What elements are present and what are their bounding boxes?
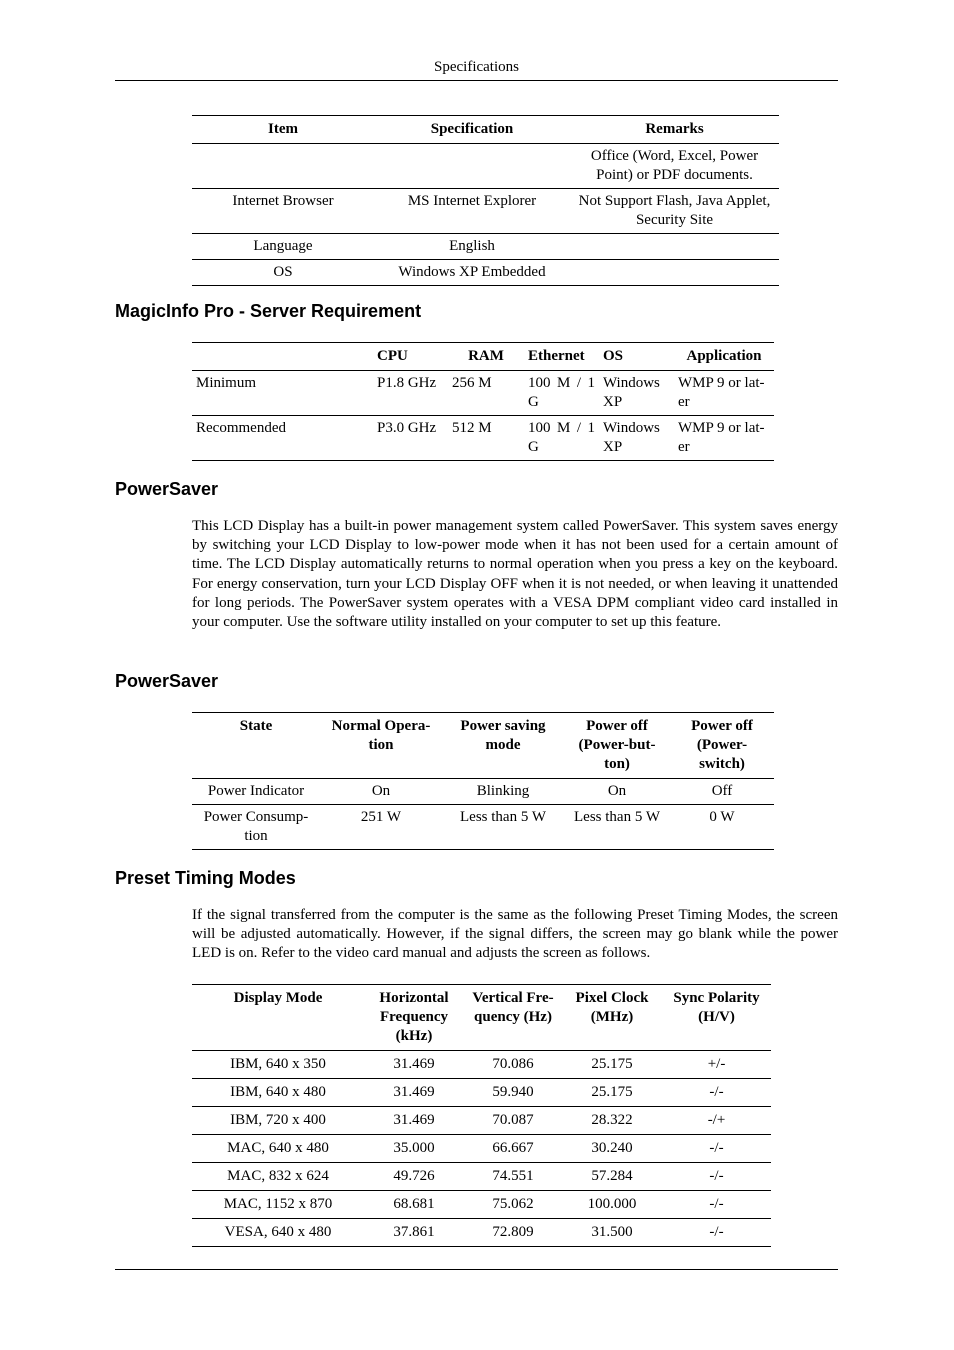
preset-timing-paragraph: If the signal transferred from the computer is the same as the following Preset Timing Modes, the screen will be adjusted automatically. However, if the signal differs, the screen may go blank while the power LED is on. Refer to the video card manual and adjusts the screen as follows. xyxy=(192,907,838,962)
column-header: Power off (Power-but-ton) xyxy=(564,713,670,779)
table-cell: On xyxy=(320,779,442,805)
table-cell: VESA, 640 x 480 xyxy=(192,1219,364,1247)
table-cell: 37.861 xyxy=(364,1219,464,1247)
table-row xyxy=(192,779,774,805)
table-cell: 31.469 xyxy=(364,1051,464,1079)
table-row xyxy=(192,1219,771,1247)
table-cell: 31.469 xyxy=(364,1079,464,1107)
header-rule xyxy=(115,80,838,81)
preset-timing-table xyxy=(192,984,771,1247)
running-header: Specifications xyxy=(434,59,519,75)
table-cell: 100 M / 1 G xyxy=(524,371,599,416)
table-cell: Off xyxy=(670,779,774,805)
column-header: Application xyxy=(674,343,774,371)
table-cell: Not Support Flash, Java Applet, Security Site xyxy=(570,189,779,234)
column-header xyxy=(192,343,373,371)
table-row xyxy=(192,1163,771,1191)
table-cell: -/- xyxy=(662,1079,771,1107)
table-row xyxy=(192,371,774,416)
column-header: Power off (Power-switch) xyxy=(670,713,774,779)
column-header: Display Mode xyxy=(192,985,364,1051)
table-cell: 57.284 xyxy=(562,1163,662,1191)
table-cell: IBM, 640 x 350 xyxy=(192,1051,364,1079)
table-cell: Power Consump-tion xyxy=(192,805,320,850)
table-cell: Windows XP Embedded xyxy=(374,260,570,286)
table-cell: 72.809 xyxy=(464,1219,562,1247)
table-cell: Blinking xyxy=(442,779,564,805)
table-cell: WMP 9 or lat-er xyxy=(674,371,774,416)
table-cell: 68.681 xyxy=(364,1191,464,1219)
table-cell xyxy=(374,144,570,189)
table-cell: 30.240 xyxy=(562,1135,662,1163)
table-cell: Office (Word, Excel, Power Point) or PDF documents. xyxy=(570,144,779,189)
table-cell: IBM, 720 x 400 xyxy=(192,1107,364,1135)
table-cell: 31.469 xyxy=(364,1107,464,1135)
browser-spec-table xyxy=(192,115,779,286)
column-header: Normal Opera-tion xyxy=(320,713,442,779)
column-header: Horizontal Frequency (kHz) xyxy=(364,985,464,1051)
table-row xyxy=(192,1107,771,1135)
column-header: Ethernet xyxy=(524,343,599,371)
table-row xyxy=(192,1191,771,1219)
table-row xyxy=(192,234,779,260)
table-cell: 100 M / 1 G xyxy=(524,416,599,461)
table-cell: 59.940 xyxy=(464,1079,562,1107)
table-cell: MAC, 832 x 624 xyxy=(192,1163,364,1191)
table-cell: -/- xyxy=(662,1163,771,1191)
table-cell: On xyxy=(564,779,670,805)
footer-rule xyxy=(115,1269,838,1270)
table-row xyxy=(192,1051,771,1079)
table-header-row xyxy=(192,713,774,779)
table-cell: 256 M xyxy=(448,371,524,416)
table-cell: Windows XP xyxy=(599,371,674,416)
column-header: Pixel Clock (MHz) xyxy=(562,985,662,1051)
table-cell: 28.322 xyxy=(562,1107,662,1135)
table-header-row xyxy=(192,116,779,144)
table-cell xyxy=(192,144,374,189)
table-cell: P3.0 GHz xyxy=(373,416,448,461)
table-cell: P1.8 GHz xyxy=(373,371,448,416)
powersaver-table xyxy=(192,712,774,850)
table-cell: Minimum xyxy=(192,371,373,416)
column-header: CPU xyxy=(373,343,448,371)
table-cell: 251 W xyxy=(320,805,442,850)
table-cell: 35.000 xyxy=(364,1135,464,1163)
table-cell: 25.175 xyxy=(562,1051,662,1079)
table-cell: MAC, 1152 x 870 xyxy=(192,1191,364,1219)
table-row xyxy=(192,189,779,234)
table-header-row xyxy=(192,985,771,1051)
column-header: State xyxy=(192,713,320,779)
section-title-powersaver-table: PowerSaver xyxy=(115,671,219,691)
column-header: Remarks xyxy=(570,116,779,144)
table-cell: 31.500 xyxy=(562,1219,662,1247)
table-row xyxy=(192,1079,771,1107)
column-header: Sync Polarity (H/V) xyxy=(662,985,771,1051)
server-requirement-table xyxy=(192,342,774,461)
table-cell: 74.551 xyxy=(464,1163,562,1191)
table-cell: -/- xyxy=(662,1191,771,1219)
table-cell: +/- xyxy=(662,1051,771,1079)
table-cell: Less than 5 W xyxy=(442,805,564,850)
table-cell: 66.667 xyxy=(464,1135,562,1163)
column-header: Vertical Fre-quency (Hz) xyxy=(464,985,562,1051)
table-cell: Less than 5 W xyxy=(564,805,670,850)
column-header: Item xyxy=(192,116,374,144)
section-title-preset-timing-modes: Preset Timing Modes xyxy=(115,868,296,888)
table-cell: -/+ xyxy=(662,1107,771,1135)
table-row xyxy=(192,805,774,850)
table-row xyxy=(192,1135,771,1163)
column-header: RAM xyxy=(448,343,524,371)
table-cell: Recommended xyxy=(192,416,373,461)
table-cell: 100.000 xyxy=(562,1191,662,1219)
table-cell: Power Indicator xyxy=(192,779,320,805)
table-row xyxy=(192,144,779,189)
table-cell: English xyxy=(374,234,570,260)
section-title-powersaver: PowerSaver xyxy=(115,479,219,499)
table-row xyxy=(192,416,774,461)
table-cell: Windows XP xyxy=(599,416,674,461)
table-cell: -/- xyxy=(662,1135,771,1163)
table-cell xyxy=(570,234,779,260)
table-cell: 75.062 xyxy=(464,1191,562,1219)
table-header-row xyxy=(192,343,774,371)
powersaver-paragraph: This LCD Display has a built-in power management system called PowerSaver. This system saves energy by switching your LCD Display to low-power mode when it has not been used for a certain amount of time. The LCD Display automatically returns to normal operation when you press a key on the keyboard. For energy conservation, turn your LCD Display OFF when it is not needed, or when leaving it unattended for long periods. The PowerSaver system operates with a VESA DPM compliant video card installed in your computer. Use the software utility installed on your computer to set up this feature. xyxy=(192,518,838,631)
column-header: Power saving mode xyxy=(442,713,564,779)
table-cell: 0 W xyxy=(670,805,774,850)
table-cell: Language xyxy=(192,234,374,260)
table-cell: 70.086 xyxy=(464,1051,562,1079)
table-cell xyxy=(570,260,779,286)
column-header: Specification xyxy=(374,116,570,144)
table-cell: MAC, 640 x 480 xyxy=(192,1135,364,1163)
table-cell: 25.175 xyxy=(562,1079,662,1107)
column-header: OS xyxy=(599,343,674,371)
table-row xyxy=(192,260,779,286)
table-cell: Internet Browser xyxy=(192,189,374,234)
table-cell: WMP 9 or lat-er xyxy=(674,416,774,461)
table-cell: 49.726 xyxy=(364,1163,464,1191)
table-cell: -/- xyxy=(662,1219,771,1247)
table-cell: MS Internet Explorer xyxy=(374,189,570,234)
table-cell: 70.087 xyxy=(464,1107,562,1135)
table-cell: 512 M xyxy=(448,416,524,461)
table-cell: OS xyxy=(192,260,374,286)
table-cell: IBM, 640 x 480 xyxy=(192,1079,364,1107)
section-title-server-requirement: MagicInfo Pro - Server Requirement xyxy=(115,301,422,321)
